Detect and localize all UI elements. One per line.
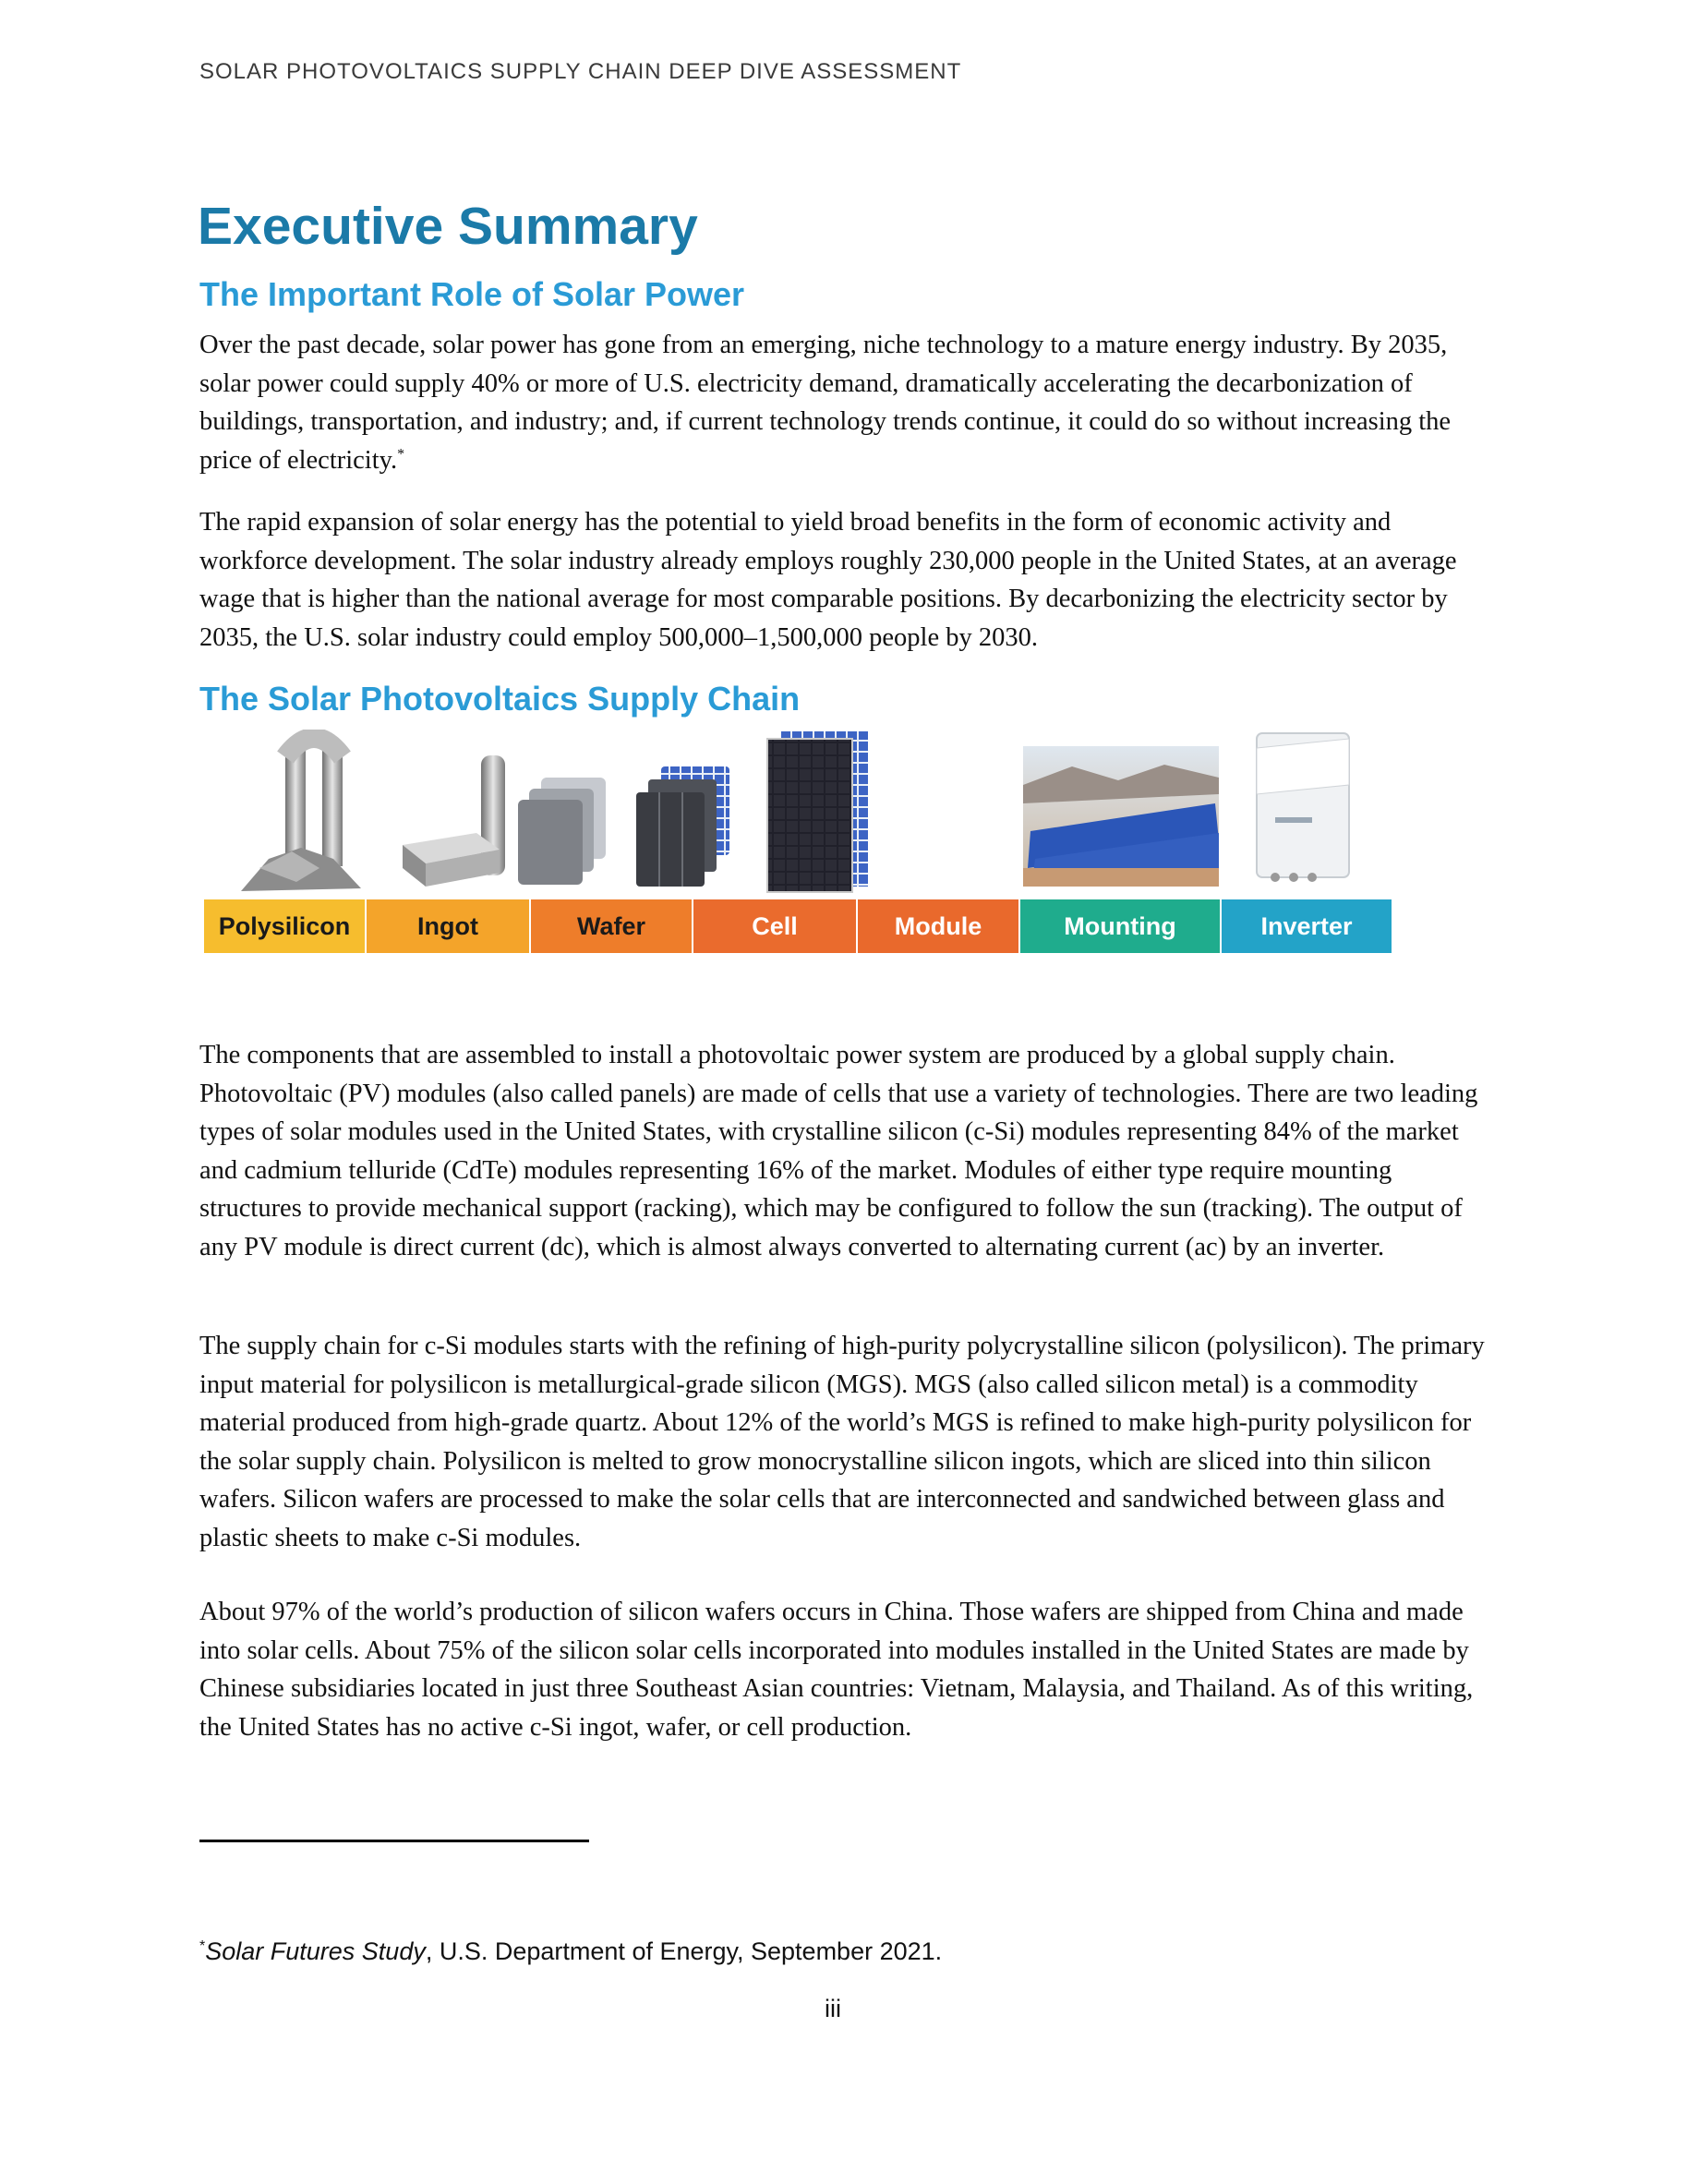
ingot-icon [403, 755, 505, 887]
footnote-marker: * [199, 1938, 206, 1954]
supply-chain-illustrations [204, 730, 1395, 899]
stage-module: Module [858, 899, 1020, 953]
running-header: SOLAR PHOTOVOLTAICS SUPPLY CHAIN DEEP DIVE ASSESSMENT [199, 59, 962, 84]
footnote-source-title: Solar Futures Study [205, 1937, 426, 1965]
paragraph [199, 326, 1497, 479]
inverter-icon [1257, 733, 1349, 882]
section-heading-supply-chain: The Solar Photovoltaics Supply Chain [199, 680, 801, 718]
stage-polysilicon: Polysilicon [204, 899, 367, 953]
paragraph: About 97% of the world’s production of silicon wafers occurs in China. Those wafers are shipped from China and made into solar cells. About 75% of the silicon solar cells incorporated into modules installed in the United States are made by Chinese subsidiaries located in just three Southeast Asian countries: Vietnam, Malaysia, and Thailand. As of this writing, the United States has no active c-Si ingot, wafer, or cell production. [199, 1598, 1474, 1742]
paragraph: The supply chain for c-Si modules starts with the refining of high-purity polycrystalline silicon (polysilicon). The primary input material for polysilicon is metallurgical-grade silicon (MGS). MGS (also called silicon metal) is a commodity material produced from high-grade quartz. About 12% of the world’s MGS is refined to make high-purity polysilicon for the solar supply chain. Polysilicon is melted to grow monocrystalline silicon ingots, which are sliced into thin silicon wafers. Silicon wafers are processed to make the solar cells that are interconnected and sandwiched between glass and plastic sheets to make c-Si modules. [199, 1332, 1485, 1552]
paragraph: The rapid expansion of solar energy has the potential to yield broad benefits in the form of economic activity and workforce development. The solar industry already employs roughly 230,000 people in the United States, at an average wage that is higher than the national average for most comparable positions. By decarbonizing the electricity sector by 2035, the U.S. solar industry could employ 500,000–1,500,000 people by 2030. [199, 508, 1457, 652]
footnote-source-detail: , U.S. Department of Energy, September 2021. [425, 1937, 943, 1965]
module-icon [767, 731, 868, 892]
supply-chain-figure [204, 730, 1395, 956]
wafer-icon [518, 778, 606, 885]
stage-ingot: Ingot [367, 899, 531, 953]
cell-icon [636, 766, 729, 887]
stage-wafer: Wafer [531, 899, 693, 953]
stage-mounting: Mounting [1020, 899, 1222, 953]
polysilicon-icon [241, 738, 361, 891]
stage-inverter: Inverter [1222, 899, 1393, 953]
mounting-icon [1023, 746, 1219, 887]
stage-cell: Cell [693, 899, 858, 953]
paragraph-text: Over the past decade, solar power has gone from an emerging, niche technology to a mature energy industry. By 2035, solar power could supply 40% or more of U.S. electricity demand, dramatically accelerating the decarbonization of buildings, transportation, and industry; and, if current technology trends continue, it could do so without increasing the price of electricity. [199, 331, 1452, 475]
footnote-divider [199, 1840, 589, 1842]
footnote [199, 1937, 942, 1966]
page-title: Executive Summary [198, 197, 698, 256]
supply-chain-stage-bar [204, 899, 1393, 953]
paragraph: The components that are assembled to install a photovoltaic power system are produced by a global supply chain. Photovoltaic (PV) modules (also called panels) are made of cells that use a variety of technologies. There are two leading types of solar modules used in the United States, with crystalline silicon (c-Si) modules representing 84% of the market and cadmium telluride (CdTe) modules representing 16% of the market. Modules of either type require mounting structures to provide mechanical support (racking), which may be configured to follow the sun (tracking). The output of any PV module is direct current (dc), which is almost always converted to alternating current (ac) by an inverter. [199, 1041, 1478, 1261]
section-heading-role-of-solar: The Important Role of Solar Power [199, 275, 745, 313]
page-number: iii [825, 1995, 841, 2022]
footnote-marker: * [397, 446, 405, 462]
